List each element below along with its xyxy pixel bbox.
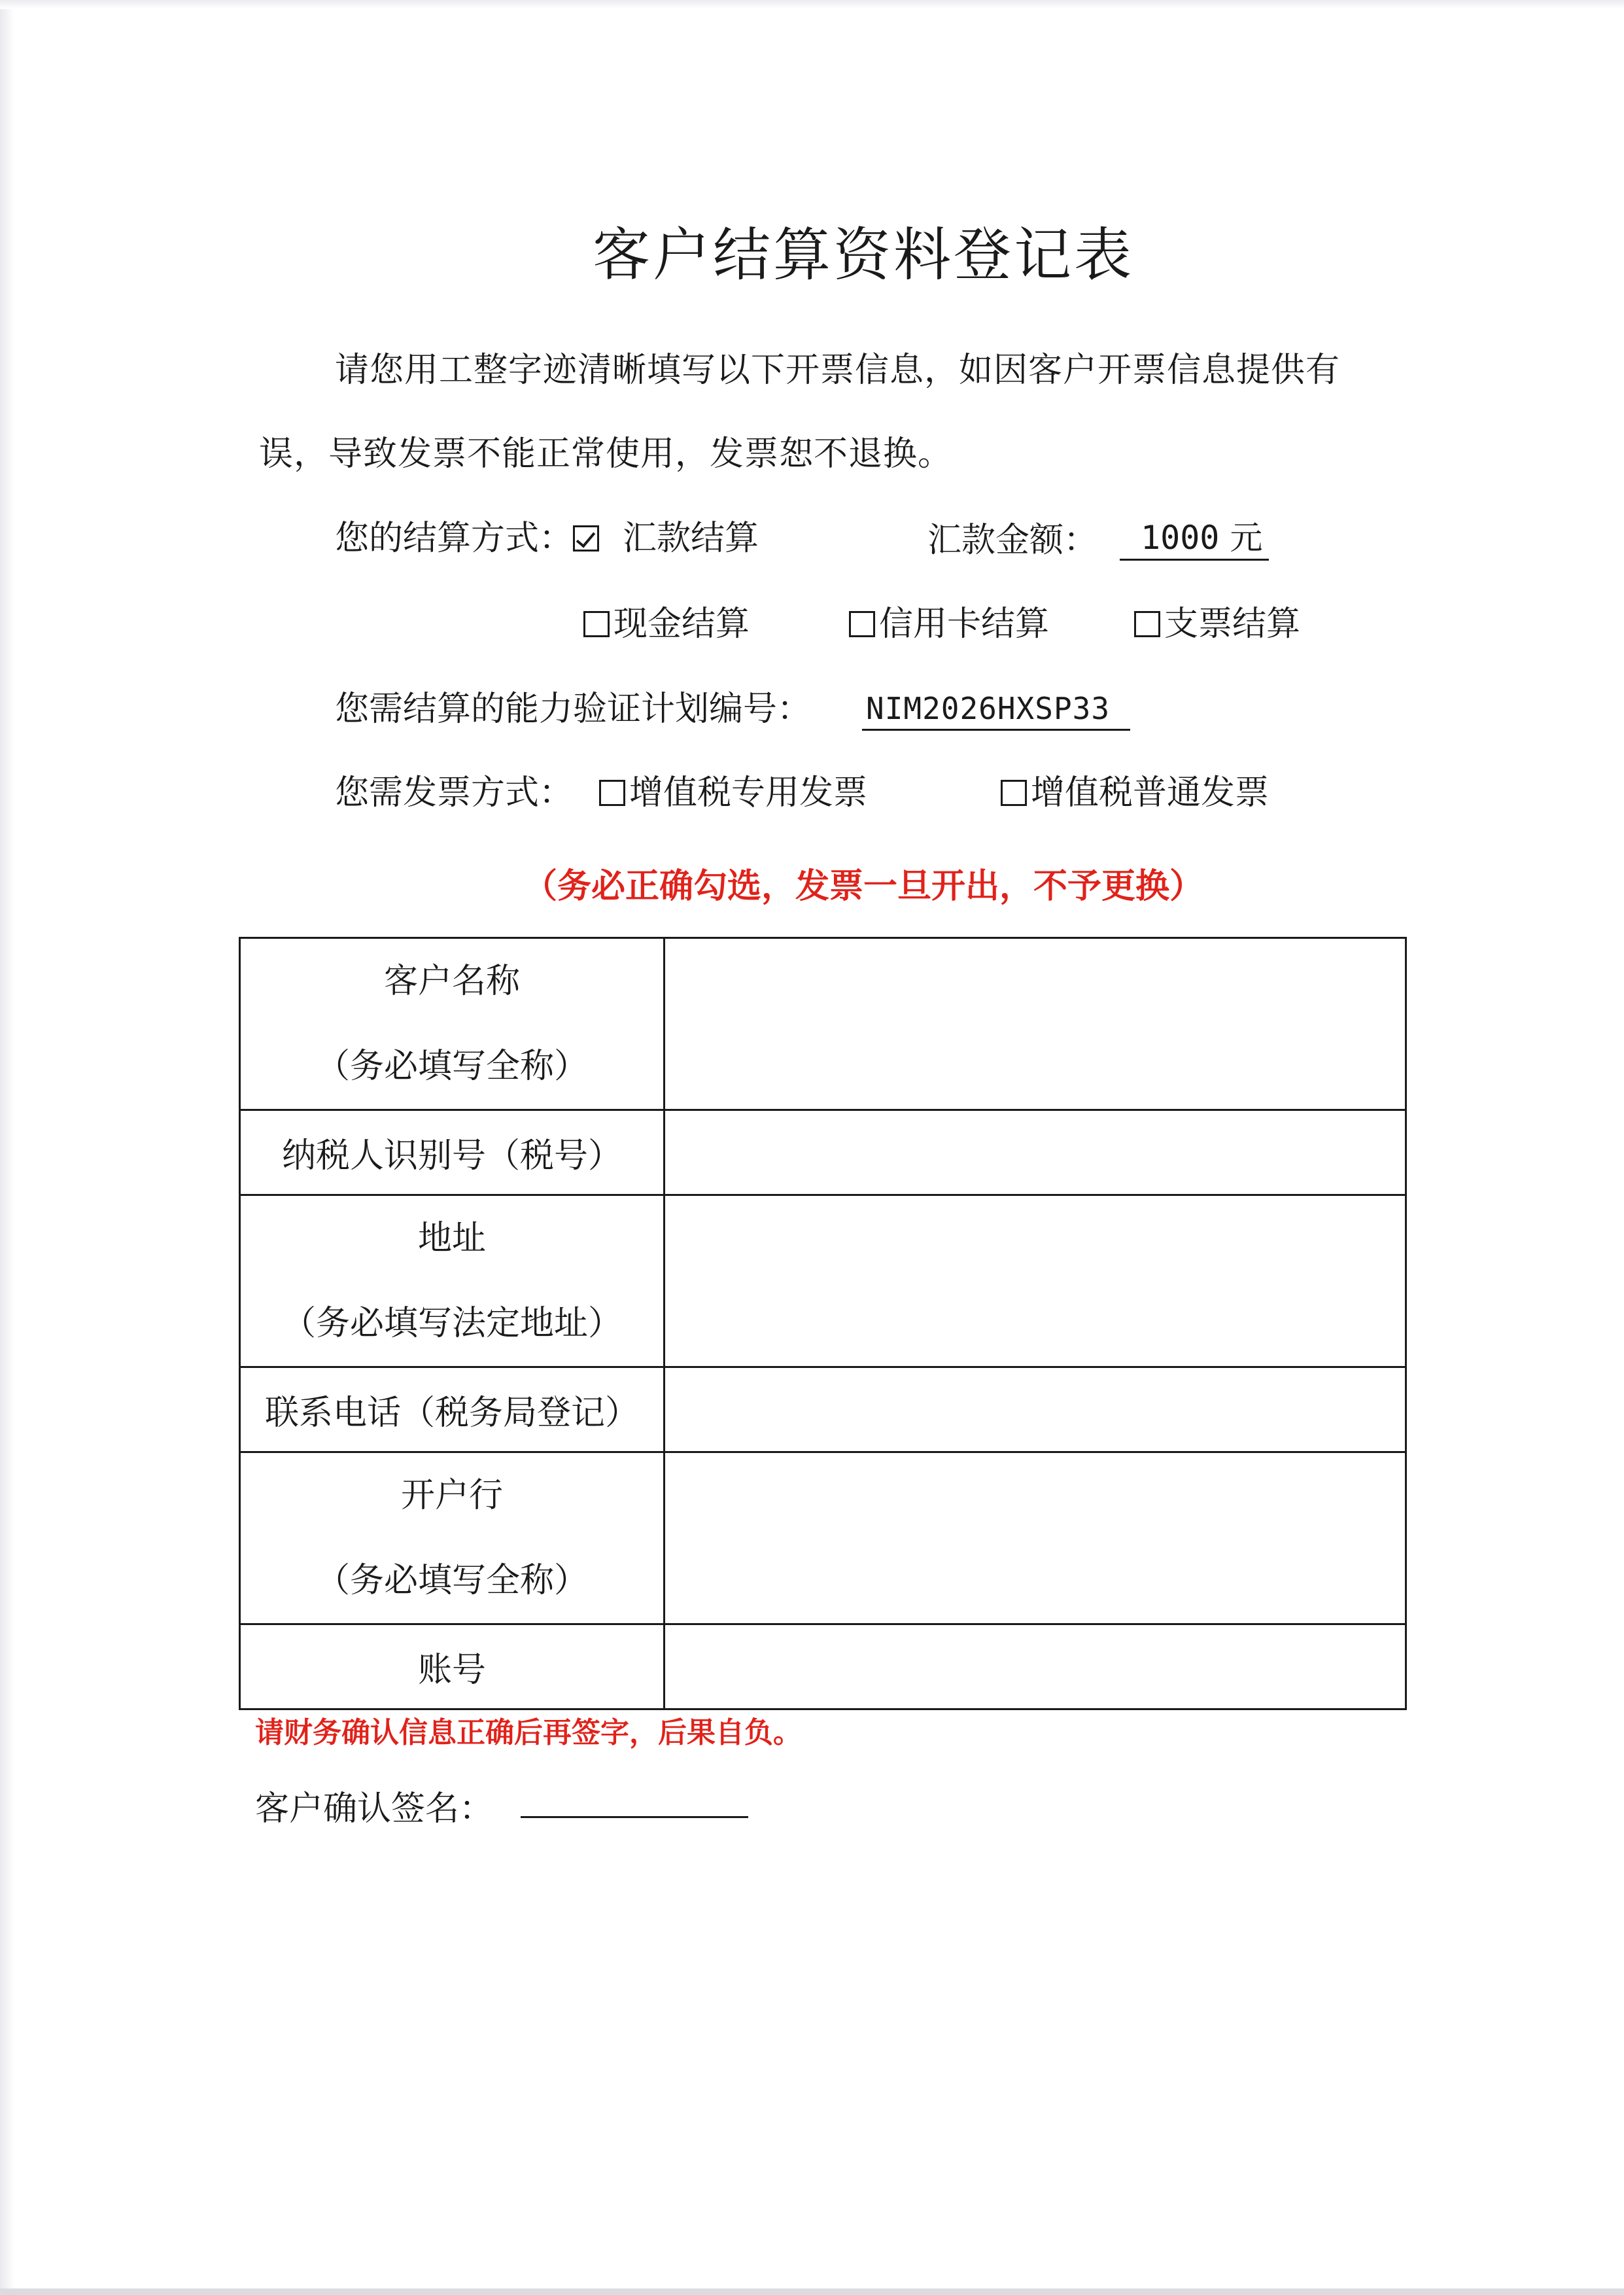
tax-id-label: 纳税人识别号（税号） — [240, 1110, 665, 1195]
intro-line-1: 请您用工整字迹清晰填写以下开票信息，如因客户开票信息提供有 — [335, 351, 1341, 390]
wire-transfer-checkbox[interactable] — [573, 525, 599, 552]
page-title: 客户结算资料登记表 — [592, 221, 1134, 289]
table-row-address — [240, 1195, 1406, 1367]
address-label-cell — [240, 1195, 665, 1367]
amount-value: 1000 — [1141, 519, 1220, 557]
vat-special-label: 增值税专用发票 — [629, 773, 868, 813]
vat-normal-checkbox[interactable] — [1001, 780, 1027, 806]
payment-method-row — [335, 519, 759, 558]
amount-field[interactable] — [1120, 517, 1269, 561]
amount-label: 汇款金额： — [927, 521, 1098, 560]
table-row-bank — [240, 1452, 1406, 1624]
invoice-type-label: 您需发票方式： — [335, 773, 574, 813]
plan-number-field[interactable] — [862, 687, 1130, 731]
credit-card-checkbox[interactable] — [849, 611, 875, 637]
scan-edge-top — [0, 0, 1624, 9]
customer-name-label: 客户名称 — [383, 962, 520, 1001]
bank-label: 开户行 — [400, 1476, 503, 1515]
credit-card-option — [849, 604, 1050, 644]
account-input[interactable] — [665, 1624, 1406, 1709]
scan-edge-left — [0, 0, 14, 2295]
bank-sublabel: （务必填写全称） — [315, 1561, 588, 1600]
amount-unit: 元 — [1230, 519, 1263, 557]
intro-line-2: 误，导致发票不能正常使用，发票恕不退换。 — [259, 434, 953, 474]
customer-name-label-cell — [240, 938, 665, 1110]
finance-confirmation-note: 请财务确认信息正确后再签字，后果自负。 — [255, 1716, 802, 1749]
address-label: 地址 — [417, 1219, 486, 1258]
table-row-account — [240, 1624, 1406, 1709]
plan-number-label: 您需结算的能力验证计划编号： — [335, 690, 812, 729]
cash-option-label: 现金结算 — [613, 604, 750, 644]
address-input[interactable] — [665, 1195, 1406, 1367]
table-row-phone — [240, 1367, 1406, 1452]
phone-input[interactable] — [665, 1367, 1406, 1452]
address-sublabel: （务必填写法定地址） — [281, 1304, 622, 1343]
cash-option — [583, 604, 750, 644]
check-option-label: 支票结算 — [1164, 604, 1301, 644]
signature-field[interactable] — [521, 1816, 748, 1818]
wire-transfer-option-label: 汇款结算 — [623, 519, 759, 558]
vat-special-option — [599, 773, 868, 813]
customer-name-input[interactable] — [665, 938, 1406, 1110]
check-option — [1134, 604, 1301, 644]
vat-normal-option — [1001, 773, 1270, 813]
credit-card-option-label: 信用卡结算 — [879, 604, 1050, 644]
payment-method-label: 您的结算方式： — [335, 519, 574, 558]
signature-label: 客户确认签名： — [255, 1789, 494, 1829]
table-row-tax-id — [240, 1110, 1406, 1195]
bank-input[interactable] — [665, 1452, 1406, 1624]
selection-warning: （务必正确勾选，发票一旦开出，不予更换） — [523, 867, 1203, 906]
check-checkbox[interactable] — [1134, 611, 1160, 637]
customer-name-sublabel: （务必填写全称） — [315, 1047, 588, 1086]
cash-checkbox[interactable] — [583, 611, 610, 637]
tax-id-input[interactable] — [665, 1110, 1406, 1195]
plan-number-value: NIM2026HXSP33 — [866, 691, 1111, 726]
phone-label: 联系电话（税务局登记） — [240, 1367, 665, 1452]
table-row-customer-name — [240, 938, 1406, 1110]
customer-info-table — [239, 937, 1407, 1710]
scan-edge-bottom — [0, 2288, 1624, 2295]
bank-label-cell — [240, 1452, 665, 1624]
vat-normal-label: 增值税普通发票 — [1031, 773, 1270, 813]
vat-special-checkbox[interactable] — [599, 780, 625, 806]
account-label: 账号 — [240, 1624, 665, 1709]
